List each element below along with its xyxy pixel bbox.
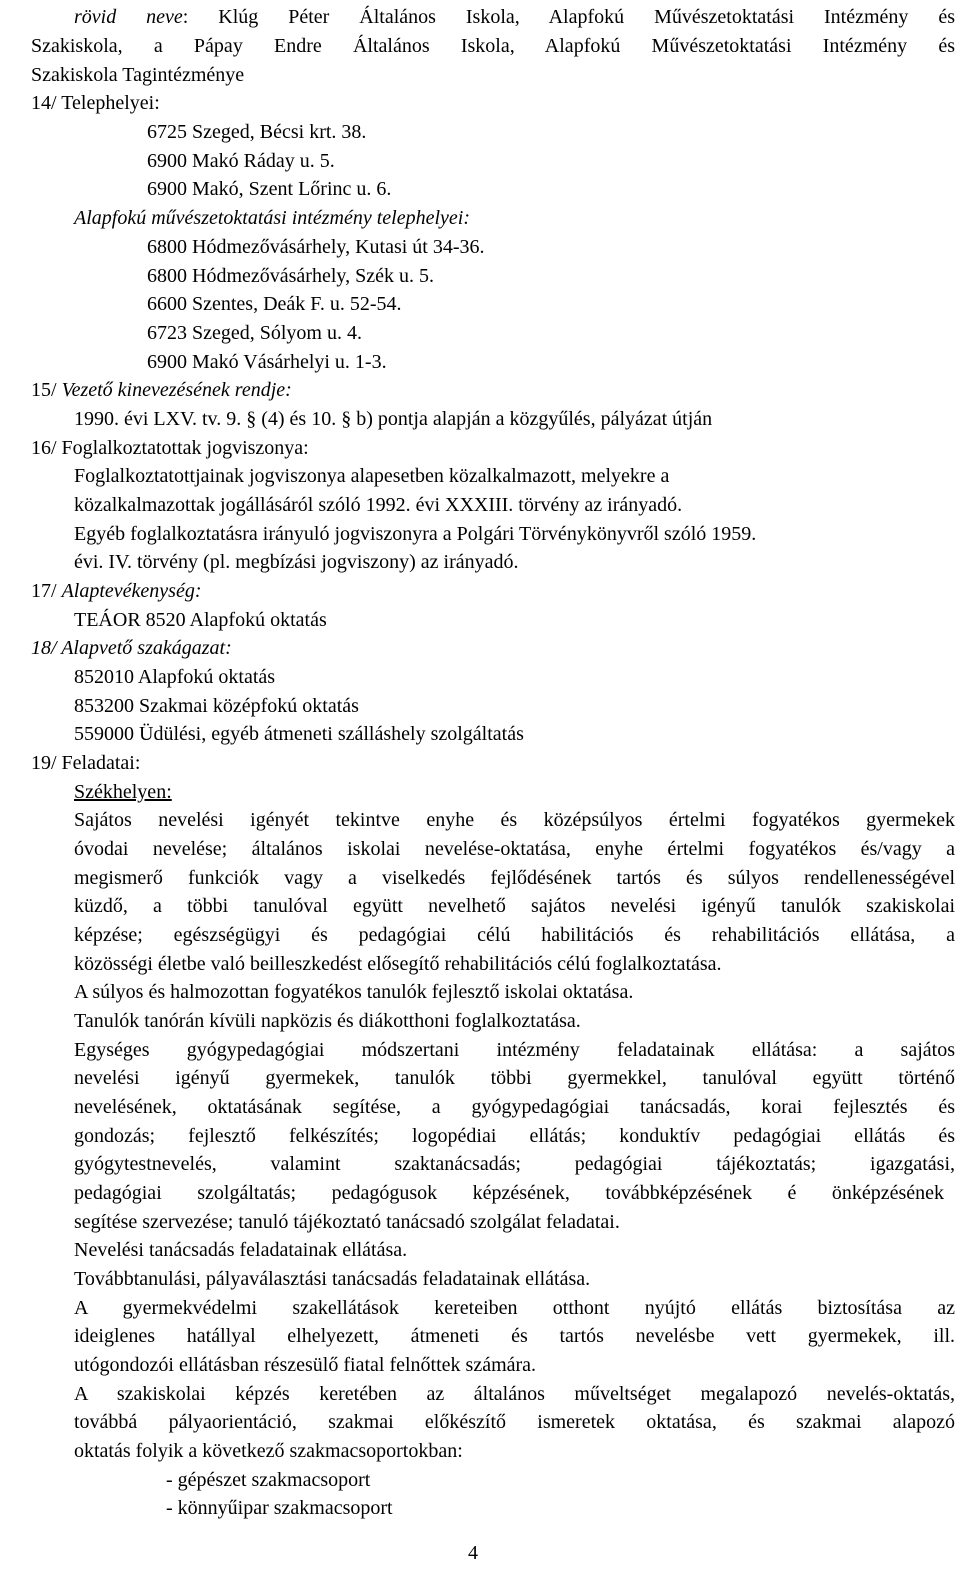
text-line: gyógytestnevelés, valamint szaktanácsadás; pedagógiai tájékoztatás; igazgatási, bbox=[74, 1153, 955, 1175]
text-line: óvodai nevelése; általános iskolai nevelése-oktatása, enyhe értelmi fogyatékos és/vagy a bbox=[74, 838, 955, 860]
text-line: 852010 Alapfokú oktatás bbox=[74, 666, 276, 688]
text-line: 559000 Üdülési, egyéb átmeneti szálláshely szolgáltatás bbox=[74, 723, 524, 745]
text-line: utógondozói ellátásban részesülő fiatal felnőttek számára. bbox=[74, 1354, 537, 1376]
text-line: nevelési igényű gyermekek, tanulók többi gyermekkel, tanulóval együtt történő bbox=[74, 1067, 955, 1089]
text-line: Egyéb foglalkoztatásra irányuló jogviszonyra a Polgári Törvénykönyvről szóló 1959. bbox=[74, 523, 757, 545]
text-line: A gyermekvédelmi szakellátások kereteiben otthont nyújtó ellátás biztosítása az bbox=[74, 1297, 955, 1319]
address-line: 6723 Szeged, Sólyom u. 4. bbox=[147, 322, 362, 344]
address-line: 6900 Makó, Szent Lőrinc u. 6. bbox=[147, 178, 392, 200]
text-line: Sajátos nevelési igényét tekintve enyhe és középsúlyos értelmi fogyatékos gyermekek bbox=[74, 809, 955, 831]
text-line: képzése; egészségügyi és pedagógiai célú habilitációs és rehabilitációs ellátása, a bbox=[74, 924, 955, 946]
text-line: oktatás folyik a következő szakmacsoportokban: bbox=[74, 1440, 463, 1462]
text-line: A szakiskolai képzés keretében az általános műveltséget megalapozó nevelés-oktatás, bbox=[74, 1383, 955, 1405]
text-line: 853200 Szakmai középfokú oktatás bbox=[74, 695, 359, 717]
text-line: pedagógiai szolgáltatás; pedagógusok képzésének, továbbképzésének é önképzésének bbox=[74, 1182, 944, 1204]
section-15-heading: 15/ Vezető kinevezésének rendje: bbox=[31, 379, 292, 401]
text-line: Egységes gyógypedagógiai módszertani intézmény feladatainak ellátása: a sajátos bbox=[74, 1039, 955, 1061]
text-line: gondozás; fejlesztő felkészítés; logopédiai ellátás; konduktív pedagógiai ellátás és bbox=[74, 1125, 955, 1147]
text-line: nevelésének, oktatásának segítése, a gyógypedagógiai tanácsadás, korai fejlesztés és bbox=[74, 1096, 955, 1118]
section-18-heading: 18/ Alapvető szakágazat: bbox=[31, 637, 232, 659]
text-line: évi. IV. törvény (pl. megbízási jogviszony) az irányadó. bbox=[74, 551, 519, 573]
address-line: 6600 Szentes, Deák F. u. 52-54. bbox=[147, 293, 402, 315]
text-line: megismerő funkciók vagy a viselkedés fejlődésének tartós és súlyos rendellenességével bbox=[74, 867, 955, 889]
text-line: ideiglenes hatállyal elhelyezett, átmeneti és tartós nevelésbe vett gyermekek, ill. bbox=[74, 1325, 955, 1347]
address-line: 6800 Hódmezővásárhely, Szék u. 5. bbox=[147, 265, 434, 287]
section-16-heading: 16/ Foglalkoztatottak jogviszonya: bbox=[31, 437, 309, 459]
page-number: 4 bbox=[468, 1542, 478, 1564]
text-line: 1990. évi LXV. tv. 9. § (4) és 10. § b) pontja alapján a közgyűlés, pályázat útján bbox=[74, 408, 713, 430]
text-line: Továbbtanulási, pályaválasztási tanácsadás feladatainak ellátása. bbox=[74, 1268, 591, 1290]
text-line: Szakiskola Tagintézménye bbox=[31, 64, 245, 86]
list-item: - könnyűipar szakmacsoport bbox=[166, 1497, 393, 1519]
address-line: 6800 Hódmezővásárhely, Kutasi út 34-36. bbox=[147, 236, 485, 258]
text-line: közalkalmazottak jogállásáról szóló 1992. évi XXXIII. törvény az irányadó. bbox=[74, 494, 683, 516]
text-line: TEÁOR 8520 Alapfokú oktatás bbox=[74, 609, 327, 631]
text-line: Foglalkoztatottjainak jogviszonya alapesetben közalkalmazott, melyekre a bbox=[74, 465, 670, 487]
text-line: Szakiskola, a Pápay Endre Általános Iskola, Alapfokú Művészetoktatási Intézmény és bbox=[31, 35, 955, 57]
text-line: küzdő, a többi tanulóval együtt nevelhető sajátos nevelési igényű tanulók szakiskolai bbox=[74, 895, 955, 917]
text-line: Nevelési tanácsadás feladatainak ellátása. bbox=[74, 1239, 408, 1261]
section-17-heading: 17/ Alaptevékenység: bbox=[31, 580, 202, 602]
short-name-label: rövid neve bbox=[74, 6, 183, 28]
text-line: Tanulók tanórán kívüli napközis és diákotthoni foglalkoztatása. bbox=[74, 1010, 581, 1032]
text-line: közösségi életbe való beilleszkedést elősegítő rehabilitációs célú foglalkoztatása. bbox=[74, 953, 722, 975]
address-line: 6900 Makó Ráday u. 5. bbox=[147, 150, 335, 172]
list-item: - gépészet szakmacsoport bbox=[166, 1469, 371, 1491]
text-line: segítése szervezése; tanuló tájékoztató tanácsadó szolgálat feladatai. bbox=[74, 1211, 620, 1233]
subheading: Alapfokú művészetoktatási intézmény telephelyei: bbox=[74, 207, 470, 229]
text-line: A súlyos és halmozottan fogyatékos tanulók fejlesztő iskolai oktatása. bbox=[74, 981, 634, 1003]
section-14-heading: 14/ Telephelyei: bbox=[31, 92, 160, 114]
subheading-underlined: Székhelyen: bbox=[74, 781, 172, 803]
short-name-line: rövid neve: Klúg Péter Általános Iskola, Alapfokú Művészetoktatási Intézmény és bbox=[74, 6, 955, 28]
section-19-heading: 19/ Feladatai: bbox=[31, 752, 141, 774]
address-line: 6900 Makó Vásárhelyi u. 1-3. bbox=[147, 351, 387, 373]
text-line: továbbá pályaorientáció, szakmai előkészítő ismeretek oktatása, és szakmai alapozó bbox=[74, 1411, 955, 1433]
address-line: 6725 Szeged, Bécsi krt. 38. bbox=[147, 121, 367, 143]
